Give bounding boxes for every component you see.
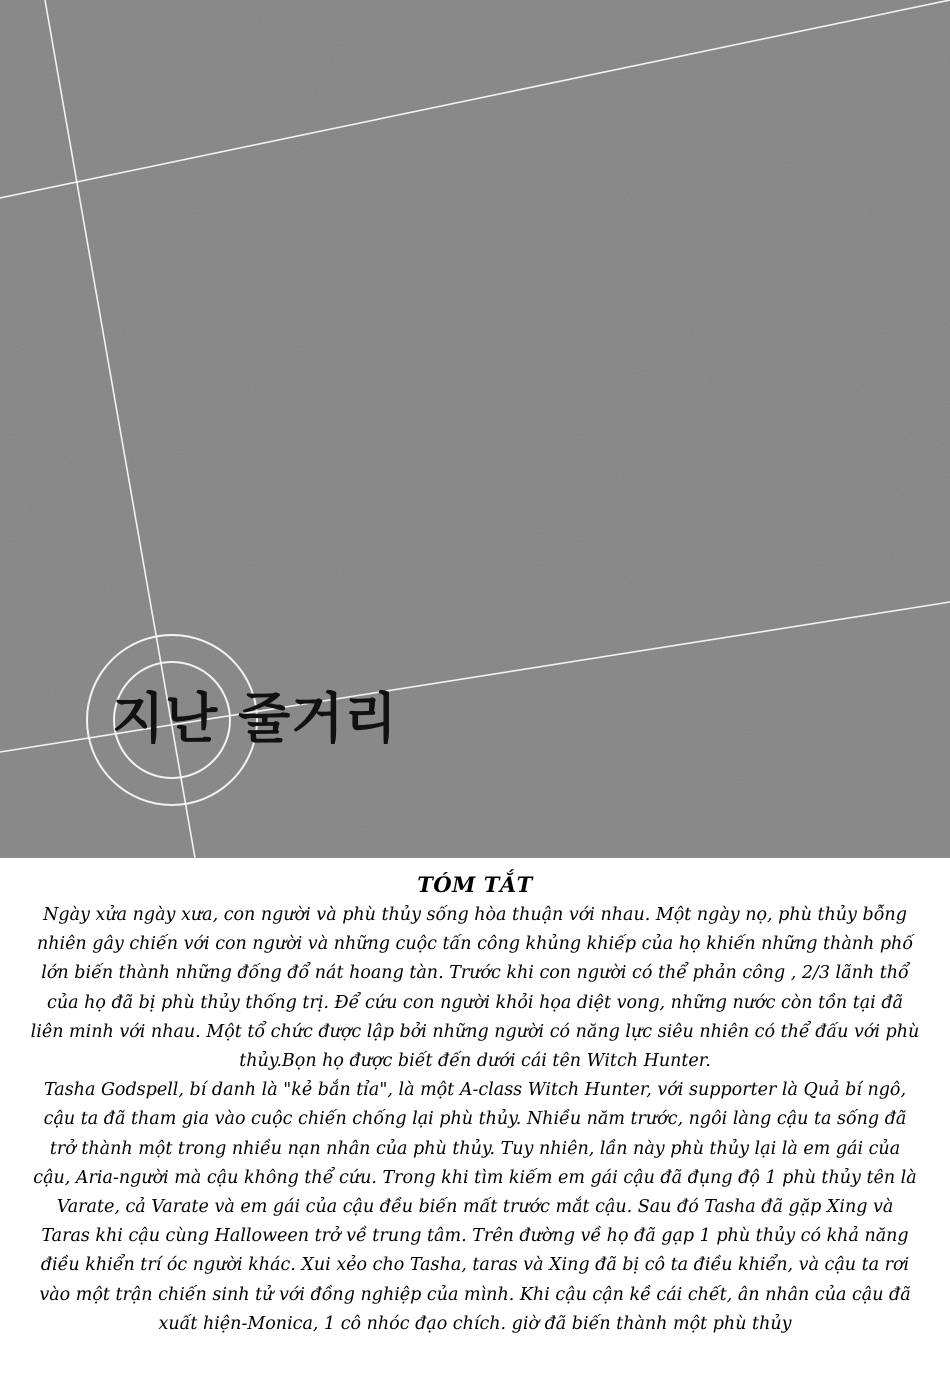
summary-section <box>30 872 920 1339</box>
summary-heading: TÓM TẮT <box>417 872 533 897</box>
summary-paragraph: Ngày xửa ngày xưa, con người và phù thủy sống hòa thuận với nhau. Một ngày nọ, phù thủy bỗng nhiên gây chiến với con người và những cuộc tấn công khủng khiếp của họ khiến những thành phố lớn biến thành những đống đổ nát hoang tàn. Trước khi con người có thể phản công , 2/3 lãnh thổ của họ đã bị phù thủy thống trị. Để cứu con người khỏi họa diệt vong, những nước còn tồn tại đã liên minh với nhau. Một tổ chức được lập bởi những người có năng lực siêu nhiên có thể đấu với phù thủy.Bọn họ được biết đến dưới cái tên Witch Hunter. <box>30 905 920 1072</box>
summary-paragraph: Tasha Godspell, bí danh là "kẻ bắn tỉa", là một A-class Witch Hunter, với supporter là Quả bí ngô, cậu ta đã tham gia vào cuộc chiến chống lại phù thủy. Nhiều năm trước, ngôi làng cậu ta sống đã trở thành một trong nhiều nạn nhân của phù thủy. Tuy nhiên, lần này phù thủy lại là em gái của cậu, Aria-người mà cậu không thể cứu. Trong khi tìm kiếm em gái cậu đã đụng độ 1 phù thủy tên là Varate, cả Varate và em gái của cậu đều biến mất trước mắt cậu. Sau đó Tasha đã gặp Xing và Taras khi cậu cùng Halloween trở về trung tâm. Trên đường về họ đã gạp 1 phù thủy có khả năng điều khiển trí óc người khác. Xui xẻo cho Tasha, taras và Xing đã bị cô ta điều khiển, và cậu ta rơi vào một trận chiến sinh tử với đồng nghiệp của mình. Khi cậu cận kề cái chết, ân nhân của cậu đã xuất hiện-Monica, 1 cô nhóc đạo chích. giờ đã biến thành một phù thủy <box>33 1080 917 1334</box>
korean-title: 지난 줄거리 <box>112 687 398 750</box>
